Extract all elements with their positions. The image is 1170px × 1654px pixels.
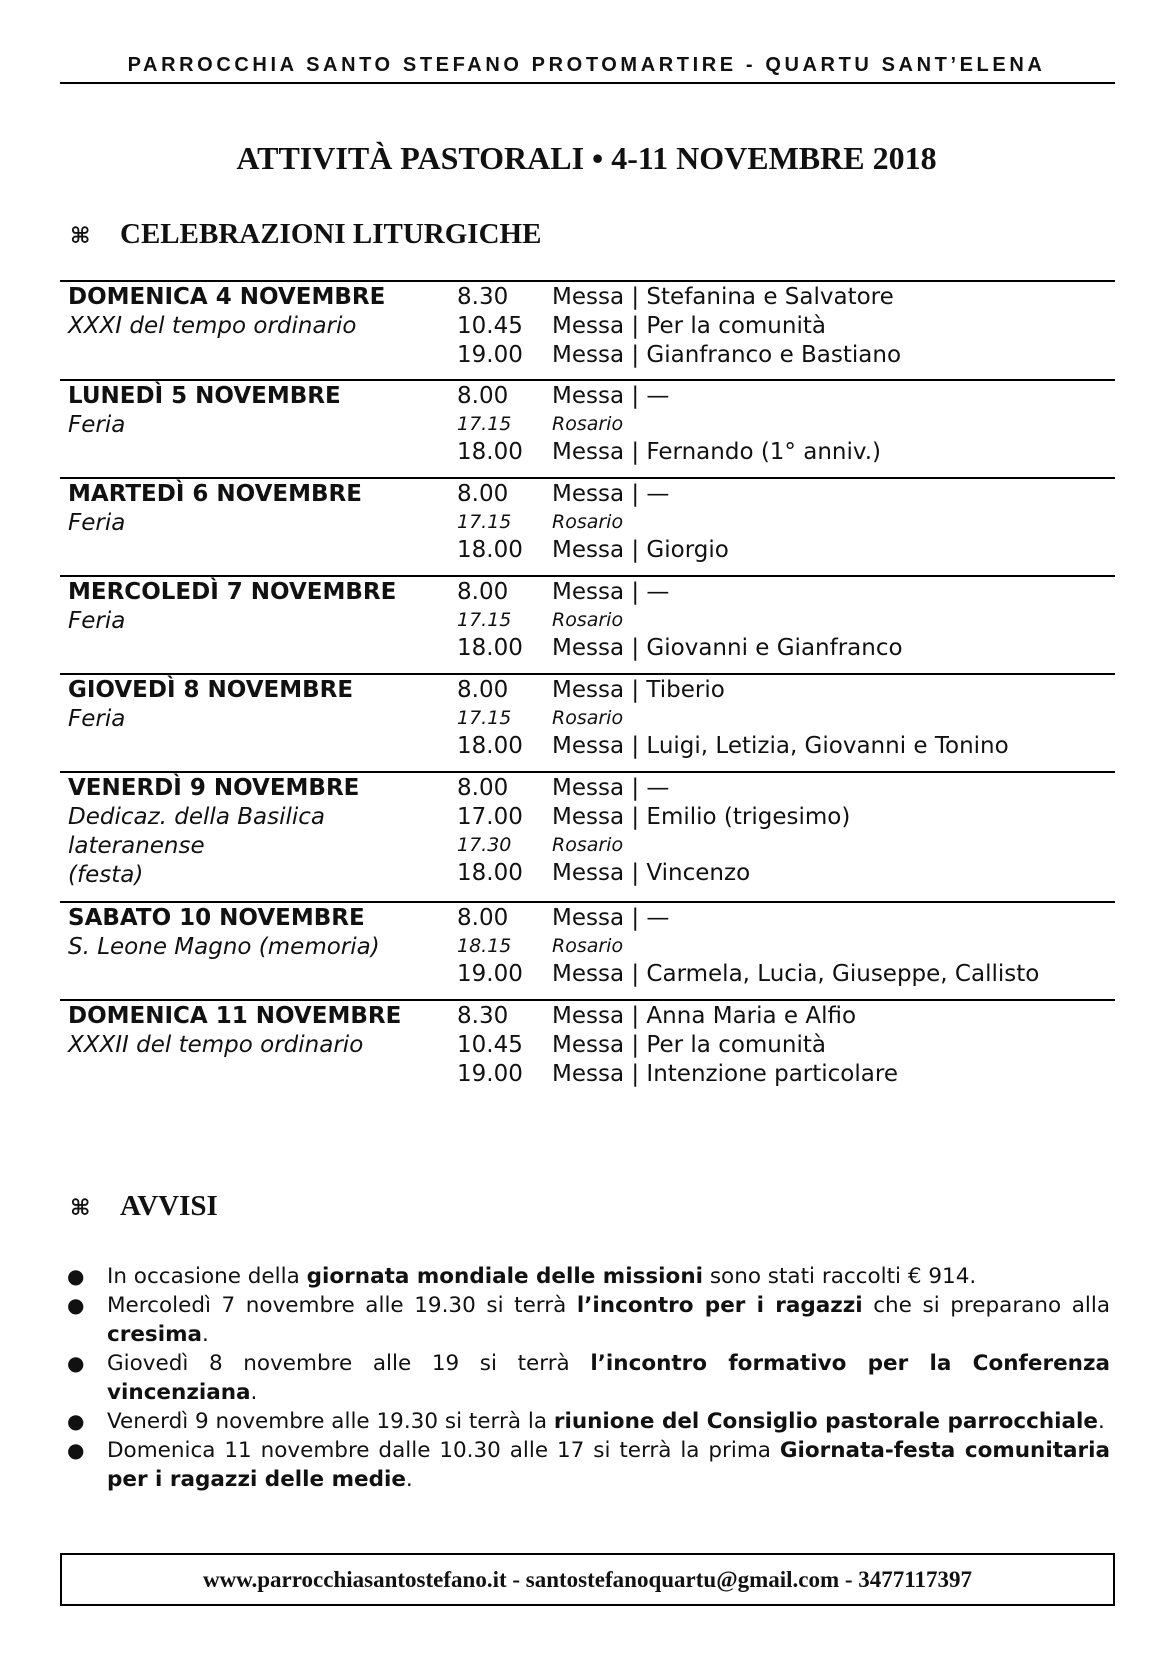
- bullet-icon: ●: [67, 1264, 85, 1288]
- celebration-desc: Messa | Intenzione particolare: [552, 1061, 898, 1087]
- celebration-time: 19.00: [457, 342, 523, 368]
- celebration-row: [457, 341, 1115, 370]
- day-name: GIOVEDÌ 8 NOVEMBRE: [68, 677, 354, 703]
- celebration-desc: Messa | Per la comunità: [552, 313, 826, 339]
- celebration-row: [457, 960, 1115, 989]
- celebration-time: 8.00: [457, 579, 509, 605]
- celebration-desc: Messa | —: [552, 905, 670, 931]
- day-block: [60, 477, 1115, 575]
- liturgical-day: Feria: [68, 706, 126, 732]
- celebration-row: [457, 480, 1115, 509]
- celebration-time: 17.15: [457, 707, 512, 729]
- celebration-desc: Messa | Emilio (trigesimo): [552, 804, 851, 830]
- celebration-row: [457, 1002, 1115, 1031]
- celebration-row: [457, 1060, 1115, 1089]
- celebration-time: 8.00: [457, 677, 509, 703]
- day-block: [60, 575, 1115, 673]
- celebration-time: 8.30: [457, 1003, 509, 1029]
- day-name: DOMENICA 11 NOVEMBRE: [68, 1003, 402, 1029]
- liturgical-day: (festa): [68, 862, 144, 888]
- celebration-time: 8.00: [457, 481, 509, 507]
- celebration-list: [457, 1001, 1115, 1089]
- liturgical-day: Dedicaz. della Basilica lateranense: [68, 804, 325, 859]
- celebration-list: [457, 577, 1115, 663]
- celebration-row: [457, 634, 1115, 663]
- notice-text: .: [405, 1467, 413, 1492]
- celebration-desc: Messa | —: [552, 579, 670, 605]
- celebration-list: [457, 282, 1115, 370]
- celebration-row: [457, 676, 1115, 705]
- celebration-desc: Messa | Fernando (1° anniv.): [552, 439, 881, 465]
- section-avvisi: [70, 1190, 218, 1223]
- liturgical-day: Feria: [68, 510, 126, 536]
- celebration-row: [457, 904, 1115, 933]
- liturgical-day: XXXI del tempo ordinario: [68, 313, 357, 339]
- celebration-desc: Messa | Per la comunità: [552, 1032, 826, 1058]
- day-label: [68, 577, 448, 636]
- day-name: VENERDÌ 9 NOVEMBRE: [68, 775, 360, 801]
- day-block: [60, 280, 1115, 379]
- celebration-desc: Messa | Stefanina e Salvatore: [552, 284, 894, 310]
- page-title: ATTIVITÀ PASTORALI • 4-11 NOVEMBRE 2018: [236, 140, 937, 176]
- notice-text: Giovedì 8 novembre alle 19 si terrà: [107, 1351, 591, 1376]
- celebration-time: 17.15: [457, 609, 512, 631]
- celebration-time: 8.00: [457, 383, 509, 409]
- celebration-desc: Rosario: [552, 609, 624, 631]
- notice-text: .: [250, 1380, 258, 1405]
- celebration-desc: Messa | Luigi, Letizia, Giovanni e Tonino: [552, 733, 1009, 759]
- celebration-desc: Messa | Vincenzo: [552, 860, 751, 886]
- liturgy-schedule: [60, 280, 1115, 1101]
- celebration-row: [457, 578, 1115, 607]
- notice-text: .: [202, 1322, 209, 1347]
- day-label: [68, 282, 448, 341]
- celebration-row: [457, 283, 1115, 312]
- celebration-time: 8.00: [457, 905, 509, 931]
- notice-item: [65, 1262, 1110, 1291]
- day-name: SABATO 10 NOVEMBRE: [68, 905, 365, 931]
- celebration-list: [457, 479, 1115, 565]
- notice-item: [65, 1349, 1110, 1407]
- notice-item: [65, 1436, 1110, 1494]
- day-block: [60, 901, 1115, 999]
- day-block: [60, 379, 1115, 477]
- bullet-icon: ●: [67, 1438, 85, 1462]
- celebration-time: 17.15: [457, 413, 512, 435]
- celebration-row: [457, 438, 1115, 467]
- celebration-time: 18.00: [457, 439, 523, 465]
- celebration-row: [457, 607, 1115, 634]
- day-block: [60, 999, 1115, 1101]
- bullet-icon: ●: [67, 1409, 85, 1433]
- day-label: [68, 1001, 448, 1060]
- notice-text: Domenica 11 novembre dalle 10.30 alle 17 si terrà la prima: [107, 1438, 780, 1463]
- celebration-row: [457, 411, 1115, 438]
- celebration-row: [457, 803, 1115, 832]
- celebration-time: 17.15: [457, 511, 512, 533]
- header-divider: [60, 82, 1115, 84]
- celebration-desc: Rosario: [552, 413, 624, 435]
- celebration-row: [457, 774, 1115, 803]
- celebration-desc: Rosario: [552, 511, 624, 533]
- liturgical-day: Feria: [68, 412, 126, 438]
- celebration-time: 10.45: [457, 313, 523, 339]
- celebration-time: 19.00: [457, 961, 523, 987]
- celebration-time: 18.15: [457, 935, 512, 957]
- celebration-time: 17.30: [457, 834, 512, 856]
- celebration-list: [457, 773, 1115, 888]
- celebration-time: 8.00: [457, 775, 509, 801]
- celebration-time: 18.00: [457, 860, 523, 886]
- notice-text: In occasione della: [107, 1264, 307, 1289]
- notice-highlight: giornata mondiale delle missioni: [306, 1264, 703, 1289]
- celebration-desc: Messa | Gianfranco e Bastiano: [552, 342, 902, 368]
- bullet-icon: ●: [67, 1351, 85, 1375]
- liturgical-day: S. Leone Magno (memoria): [68, 934, 380, 960]
- celebration-row: [457, 933, 1115, 960]
- celebration-time: 10.45: [457, 1032, 523, 1058]
- celebration-list: [457, 381, 1115, 467]
- day-name: MARTEDÌ 6 NOVEMBRE: [68, 481, 362, 507]
- day-label: [68, 903, 448, 962]
- day-name: MERCOLEDÌ 7 NOVEMBRE: [68, 579, 397, 605]
- notice-highlight: l’incontro formativo per la Conferenza vincenziana: [107, 1351, 1110, 1405]
- celebration-desc: Rosario: [552, 707, 624, 729]
- day-name: LUNEDÌ 5 NOVEMBRE: [68, 383, 341, 409]
- celebration-desc: Messa | —: [552, 383, 670, 409]
- celebration-desc: Messa | Tiberio: [552, 677, 725, 703]
- notice-item: [65, 1291, 1110, 1349]
- liturgical-day: Feria: [68, 608, 126, 634]
- section-bullet-icon: ⌘: [70, 1195, 91, 1220]
- celebration-desc: Messa | —: [552, 775, 670, 801]
- section-bullet-icon: ⌘: [70, 223, 91, 248]
- day-block: [60, 673, 1115, 771]
- day-label: [68, 381, 448, 440]
- day-label: [68, 675, 448, 734]
- celebration-desc: Rosario: [552, 834, 624, 856]
- notice-highlight: riunione del Consiglio pastorale parrocchiale: [553, 1409, 1098, 1434]
- notice-text: Venerdì 9 novembre alle 19.30 si terrà la: [107, 1409, 554, 1434]
- parish-header: PARROCCHIA SANTO STEFANO PROTOMARTIRE - QUARTU SANT’ELENA: [127, 54, 1046, 76]
- celebration-row: [457, 509, 1115, 536]
- notice-text: sono stati raccolti € 914.: [703, 1264, 977, 1289]
- celebration-time: 18.00: [457, 537, 523, 563]
- celebration-desc: Messa | Giorgio: [552, 537, 729, 563]
- celebration-time: 17.00: [457, 804, 523, 830]
- celebration-time: 19.00: [457, 1061, 523, 1087]
- celebration-desc: Rosario: [552, 935, 624, 957]
- section-title: CELEBRAZIONI LITURGICHE: [120, 218, 542, 250]
- celebration-time: 18.00: [457, 635, 523, 661]
- celebration-desc: Messa | Carmela, Lucia, Giuseppe, Callisto: [552, 961, 1040, 987]
- day-label: [68, 773, 448, 890]
- celebration-row: [457, 536, 1115, 565]
- celebration-row: [457, 1031, 1115, 1060]
- notice-highlight: Giornata-festa comunitaria per i ragazzi delle medie: [107, 1438, 1111, 1492]
- celebration-row: [457, 705, 1115, 732]
- celebration-desc: Messa | Anna Maria e Alfio: [552, 1003, 857, 1029]
- celebration-desc: Messa | —: [552, 481, 670, 507]
- day-name: DOMENICA 4 NOVEMBRE: [68, 284, 386, 310]
- contact-footer: www.parrocchiasantostefano.it - santostefanoquartu@gmail.com - 3477117397: [60, 1553, 1115, 1606]
- section-title: AVVISI: [120, 1190, 218, 1222]
- celebration-time: 18.00: [457, 733, 523, 759]
- celebration-list: [457, 903, 1115, 989]
- section-celebrazioni: [70, 218, 541, 251]
- day-label: [68, 479, 448, 538]
- notice-text: che si preparano alla: [862, 1293, 1111, 1318]
- celebration-row: [457, 832, 1115, 859]
- notice-highlight: l’incontro per i ragazzi: [576, 1293, 863, 1318]
- celebration-row: [457, 382, 1115, 411]
- bullet-icon: ●: [67, 1293, 85, 1317]
- day-block: [60, 771, 1115, 901]
- celebration-row: [457, 312, 1115, 341]
- notice-highlight: cresima: [107, 1322, 203, 1347]
- notice-item: [65, 1407, 1110, 1436]
- notices-list: [65, 1262, 1110, 1494]
- liturgical-day: XXXII del tempo ordinario: [68, 1032, 364, 1058]
- notice-text: Mercoledì 7 novembre alle 19.30 si terrà: [107, 1293, 577, 1318]
- celebration-desc: Messa | Giovanni e Gianfranco: [552, 635, 903, 661]
- celebration-row: [457, 732, 1115, 761]
- celebration-time: 8.30: [457, 284, 509, 310]
- celebration-row: [457, 859, 1115, 888]
- celebration-list: [457, 675, 1115, 761]
- notice-text: .: [1097, 1409, 1105, 1434]
